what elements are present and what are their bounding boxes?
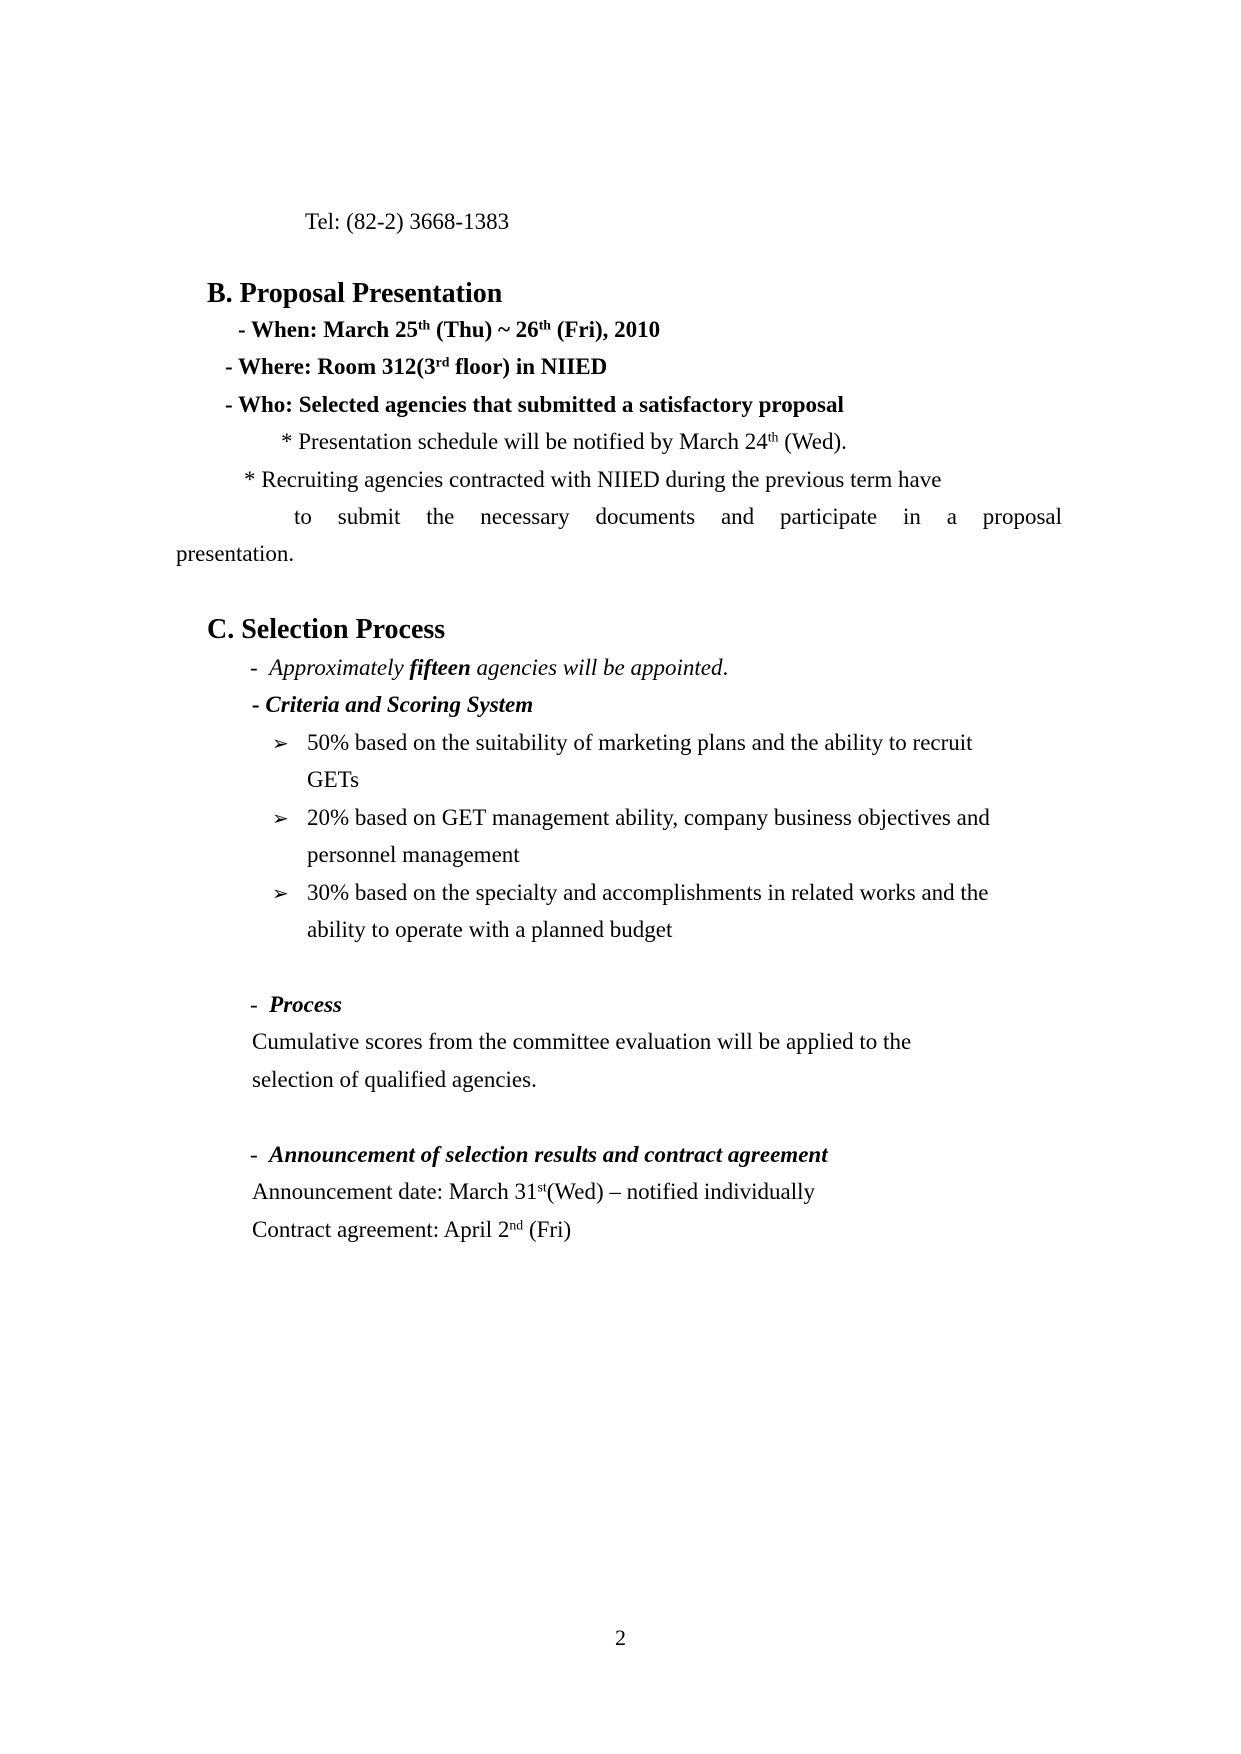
announcement-date: Announcement date: March 31st(Wed) – notified individually: [252, 1179, 816, 1204]
page-number: 2: [615, 1625, 626, 1650]
arrow-bullet-icon: ➢: [272, 808, 289, 830]
recruiting-note-line3: presentation.: [176, 541, 295, 566]
recruiting-note-line2: to submit the necessary documents and participate in a proposal: [294, 504, 1062, 529]
announcement-heading: - Announcement of selection results and contract agreement: [250, 1142, 828, 1167]
criteria-text: 30% based on the specialty and accomplishments in related works and the: [307, 880, 989, 905]
contract-date: Contract agreement: April 2nd (Fri): [252, 1217, 572, 1242]
criteria-text: 50% based on the suitability of marketing plans and the ability to recruit: [307, 730, 973, 755]
process-text-line2: selection of qualified agencies.: [252, 1067, 537, 1092]
process-heading: - Process: [250, 992, 342, 1017]
criteria-text: 20% based on GET management ability, company business objectives and: [307, 805, 990, 830]
criteria-text: GETs: [307, 767, 360, 792]
section-c-heading: C. Selection Process: [207, 614, 446, 645]
arrow-bullet-icon: ➢: [272, 883, 289, 905]
who-line: - Who: Selected agencies that submitted a satisfactory proposal: [225, 392, 844, 417]
appointed-line: - Approximately fifteen agencies will be appointed.: [250, 655, 729, 680]
schedule-note: * Presentation schedule will be notified by March 24th (Wed).: [281, 429, 847, 454]
criteria-heading: - Criteria and Scoring System: [252, 692, 534, 717]
section-b-heading: B. Proposal Presentation: [207, 278, 503, 309]
where-line: - Where: Room 312(3rd floor) in NIIED: [225, 354, 608, 379]
criteria-text: ability to operate with a planned budget: [307, 917, 673, 942]
tel-line: Tel: (82-2) 3668-1383: [305, 209, 510, 234]
arrow-bullet-icon: ➢: [272, 733, 289, 755]
criteria-text: personnel management: [307, 842, 520, 867]
when-line: - When: March 25th (Thu) ~ 26th (Fri), 2010: [238, 317, 661, 342]
process-text-line1: Cumulative scores from the committee evaluation will be applied to the: [252, 1029, 912, 1054]
recruiting-note-line1: * Recruiting agencies contracted with NIIED during the previous term have: [244, 467, 942, 492]
